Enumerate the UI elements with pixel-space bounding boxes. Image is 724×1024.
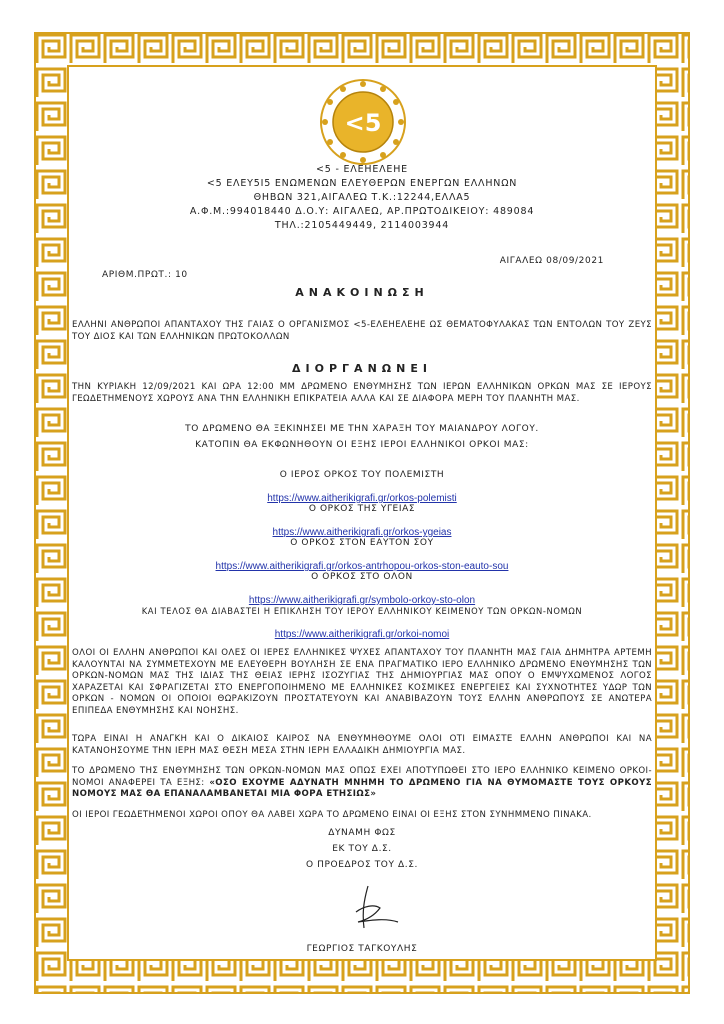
organize-title: ΔΙΟΡΓΑΝΩΝΕΙ <box>292 362 432 375</box>
protocol-number: ΑΡΙΘΜ.ΠΡΩΤ.: 10 <box>102 270 188 280</box>
org-name: <5 - ΕΛΕΗΕΛΕΗΕ <box>316 164 408 175</box>
body-paragraph-3-text: ΤΟ ΔΡΩΜΕΝΟ ΤΗΣ ΕΝΘΥΜΗΣΗΣ ΤΩΝ ΟΡΚΩΝ-ΝΟΜΩΝ ΜΑΣ ΟΠΩΣ ΕΧΕΙ ΑΠΟΤΥΠΩΘΕΙ ΣΤΟ ΙΕΡΟ ΕΛΛΗΝΙΚΟ ΚΕΙΜΕΝΟ ΟΡΚΟΙ-ΝΟΜΟΙ ΑΝΑΦΕΡΕΙ ΤΑ ΕΞΗΣ: <box>72 766 652 788</box>
closing-line-3: Ο ΠΡΟΕΔΡΟΣ ΤΟΥ Δ.Σ. <box>305 860 419 870</box>
oath-title: Ο ΟΡΚΟΣ ΤΗΣ ΥΓΕΙΑΣ <box>308 504 416 514</box>
oath-link[interactable]: https://www.aitherikigrafi.gr/orkos-ygeias <box>272 527 452 538</box>
closing-line-2: ΕΚ ΤΟΥ Δ.Σ. <box>332 844 392 854</box>
oath-link[interactable]: https://www.aitherikigrafi.gr/symbolo-orkoy-sto-olon <box>248 595 476 606</box>
oath-title: Ο ΙΕΡΟΣ ΟΡΚΟΣ ΤΟΥ ΠΟΛΕΜΙΣΤΗ <box>279 470 445 480</box>
body-paragraph-2: ΤΩΡΑ ΕΙΝΑΙ Η ΑΝΑΓΚΗ ΚΑΙ Ο ΔΙΚΑΙΟΣ ΚΑΙΡΟΣ ΝΑ ΕΝΘΥΜΗΘΟΥΜΕ ΟΛΟΙ ΟΤΙ ΕΙΜΑΣΤΕ ΕΛΛΗΝ ΑΝΘΡΩΠΟΙ ΚΑΙ ΝΑ ΚΑΤΑΝΟΗΣΟΥΜΕ ΤΗΝ ΙΕΡΗ ΜΑΣ ΘΕΣΗ ΜΕΣΑ ΣΤΗΝ ΙΕΡΗ ΕΛΛΑΔΙΚΗ ΔΗΜΙΟΥΡΓΙΑ ΜΑΣ. <box>72 734 652 756</box>
intro-paragraph: ΕΛΛΗΝΙ ΑΝΘΡΩΠΟΙ ΑΠΑΝΤΑΧΟΥ ΤΗΣ ΓΑΙΑΣ Ο ΟΡΓΑΝΙΣΜΟΣ <5-ΕΛΕΗΕΛΕΗΕ ΩΣ ΘΕΜΑΤΟΦΥΛΑΚΑΣ ΤΩΝ ΕΝΤΟΛΩΝ ΤΟΥ ΖΕΥΣ ΤΟΥ ΔΙΟΣ ΚΑΙ ΤΩΝ ΕΛΛΗΝΙΚΩΝ ΠΡΩΤΟΚΟΛΛΩΝ <box>72 320 652 342</box>
signature <box>328 882 408 938</box>
body-paragraph-1: ΟΛΟΙ ΟΙ ΕΛΛΗΝ ΑΝΘΡΩΠΟΙ ΚΑΙ ΟΛΕΣ ΟΙ ΙΕΡΕΣ ΕΛΛΗΝΙΚΕΣ ΨΥΧΕΣ ΑΠΑΝΤΑΧΟΥ ΤΟΥ ΠΛΑΝΗΤΗ ΜΑΣ ΓΑΙΑ ΔΗΜΗΤΡΑ ΑΡΤΕΜΗ ΚΑΛΟΥΝΤΑΙ ΝΑ ΣΥΜΜΕΤΕΧΟΥΝ ΜΕ ΕΛΕΥΘΕΡΗ ΒΟΥΛΗΣΗ ΣΕ ΕΝΑ ΠΡΑΓΜΑΤΙΚΟ ΙΕΡΟ ΕΛΛΗΝΙΚΟ ΔΡΩΜΕΝΟ ΕΝΘΥΜΗΣΗΣ ΤΩΝ ΟΡΚΩΝ-ΝΟΜΩΝ ΜΑΣ ΤΗΣ ΙΔΙΑΣ ΤΗΣ ΘΕΙΑΣ ΙΕΡΗΣ ΙΣΟΖΥΓΙΑΣ ΤΗΣ ΔΗΜΙΟΥΡΓΙΑΣ ΜΑΣ ΟΠΟΥ Ο ΕΜΨΥΧΩΜΕΝΟΣ ΛΟΓΟΣ ΧΑΡΑΖΕΤΑΙ ΚΑΙ ΣΦΡΑΓΙΖΕΤΑΙ ΣΤΟ ΕΝΕΡΓΟΠΟΙΗΜΕΝΟ ΜΕ ΕΛΛΗΝΙΚΕΣ ΚΟΣΜΙΚΕΣ ΕΝΕΡΓΕΙΕΣ ΚΑΙ ΣΥΧΝΟΤΗΤΕΣ ΥΔΩΡ ΤΩΝ ΟΡΚΩΝ - ΝΟΜΩΝ ΟΙ ΟΠΟΙΟΙ ΘΩΡΑΚΙΖΟΥΝ ΠΡΟΣΤΑΤΕΥΟΥΝ ΚΑΙ ΑΝΑΒΙΒΑΖΟΥΝ ΤΟΥΣ ΕΛΛΗΝ ΑΝΘΡΩΠΟΥΣ ΣΕ ΑΝΩΤΕΡΑ ΕΠΙΠΕΔΑ ΕΝΘΥΜΗΣΗΣ ΚΑΙ ΝΟΗΣΗΣ. <box>72 648 652 716</box>
start-line-2: ΚΑΤΟΠΙΝ ΘΑ ΕΚΦΩΝΗΘΟΥΝ ΟΙ ΕΞΗΣ ΙΕΡΟΙ ΕΛΛΗΝΙΚΟΙ ΟΡΚΟΙ ΜΑΣ: <box>195 440 529 450</box>
oath-title: ΚΑΙ ΤΕΛΟΣ ΘΑ ΔΙΑΒΑΣΤΕΙ Η ΕΠΙΚΛΗΣΗ ΤΟΥ ΙΕΡΟΥ ΕΛΛΗΝΙΚΟΥ ΚΕΙΜΕΝΟΥ ΤΩΝ ΟΡΚΩΝ-ΝΟΜΩΝ <box>141 606 583 616</box>
oath-link[interactable]: https://www.aitherikigrafi.gr/orkos-polemisti <box>267 493 457 504</box>
document-date: ΑΙΓΑΛΕΩ 08/09/2021 <box>499 256 604 266</box>
document-page <box>72 70 652 954</box>
logo-text: <5 <box>344 109 382 137</box>
start-line-1: ΤΟ ΔΡΩΜΕΝΟ ΘΑ ΞΕΚΙΝΗΣΕΙ ΜΕ ΤΗΝ ΧΑΡΑΞΗ ΤΟΥ ΜΑΙΑΝΔΡΟΥ ΛΟΓΟΥ. <box>185 424 539 434</box>
body-paragraph-3-quote: «ΟΣΟ ΕΧΟΥΜΕ ΑΔΥΝΑΤΗ ΜΝΗΜΗ ΤΟ ΔΡΩΜΕΝΟ ΓΙΑ ΝΑ ΘΥΜΟΜΑΣΤΕ ΤΟΥΣ ΟΡΚΟΥΣ ΝΟΜΟΥΣ ΜΑΣ ΘΑ ΕΠΑΝΑΛΑΜΒΑΝΕΤΑΙ ΜΙΑ ΦΟΡΑ ΕΤΗΣΙΩΣ» <box>72 777 652 799</box>
closing-line-1: ΔΥΝΑΜΗ ΦΩΣ <box>328 828 396 838</box>
announcement-title: ΑΝΑΚΟΙΝΩΣΗ <box>295 286 429 299</box>
org-address: ΘΗΒΩΝ 321,ΑΙΓΑΛΕΩ Τ.Κ.:12244,ΕΛΛΑ5 <box>253 192 471 203</box>
org-fullname: <5 ΕΛΕΥ5Ι5 ΕΝΩΜΕΝΩΝ ΕΛΕΥΘΕΡΩΝ ΕΝΕΡΓΩΝ ΕΛΛΗΝΩΝ <box>206 178 518 189</box>
org-tax-info: Α.Φ.Μ.:994018440 Δ.Ο.Υ: ΑΙΓΑΛΕΩ, ΑΡ.ΠΡΩΤΟΔΙΚΕΙΟΥ: 489084 <box>189 206 535 217</box>
oath-link[interactable]: https://www.aitherikigrafi.gr/orkoi-nomoi <box>274 629 450 640</box>
org-phone: ΤΗΛ.:2105449449, 2114003944 <box>274 220 450 231</box>
oath-title: Ο ΟΡΚΟΣ ΣΤΟ ΟΛΟΝ <box>311 572 413 582</box>
oath-link[interactable]: https://www.aitherikigrafi.gr/orkos-antrhopou-orkos-ston-eauto-sou <box>215 561 509 572</box>
organization-logo <box>319 78 407 166</box>
signer-name: ΓΕΩΡΓΙΟΣ ΤΑΓΚΟΥΛΗΣ <box>306 944 418 954</box>
body-paragraph-3 <box>72 766 652 801</box>
body-paragraph-4: ΟΙ ΙΕΡΟΙ ΓΕΩΔΕΤΗΜΕΝΟΙ ΧΩΡΟΙ ΟΠΟΥ ΘΑ ΛΑΒΕΙ ΧΩΡΑ ΤΟ ΔΡΩΜΕΝΟ ΕΙΝΑΙ ΟΙ ΕΞΗΣ ΣΤΟΝ ΣΥΝΗΜΜΕΝΟ ΠΙΝΑΚΑ. <box>72 810 592 820</box>
organize-paragraph: ΤΗΝ ΚΥΡΙΑΚΗ 12/09/2021 ΚΑΙ ΩΡΑ 12:00 ΜΜ ΔΡΩΜΕΝΟ ΕΝΘΥΜΗΣΗΣ ΤΩΝ ΙΕΡΩΝ ΕΛΛΗΝΙΚΩΝ ΟΡΚΩΝ ΜΑΣ ΣΕ ΙΕΡΟΥΣ ΓΕΩΔΕΤΗΜΕΝΟΥΣ ΧΩΡΟΥΣ ΑΝΑ ΤΗΝ ΕΛΛΗΝΙΚΗ ΕΠΙΚΡΑΤΕΙΑ ΑΛΛΑ ΚΑΙ ΣΕ ΔΙΑΦΟΡΑ ΜΕΡΗ ΤΟΥ ΠΛΑΝΗΤΗ ΜΑΣ. <box>72 382 652 404</box>
oath-title: Ο ΟΡΚΟΣ ΣΤΟΝ ΕΑΥΤΟΝ ΣΟΥ <box>290 538 434 548</box>
